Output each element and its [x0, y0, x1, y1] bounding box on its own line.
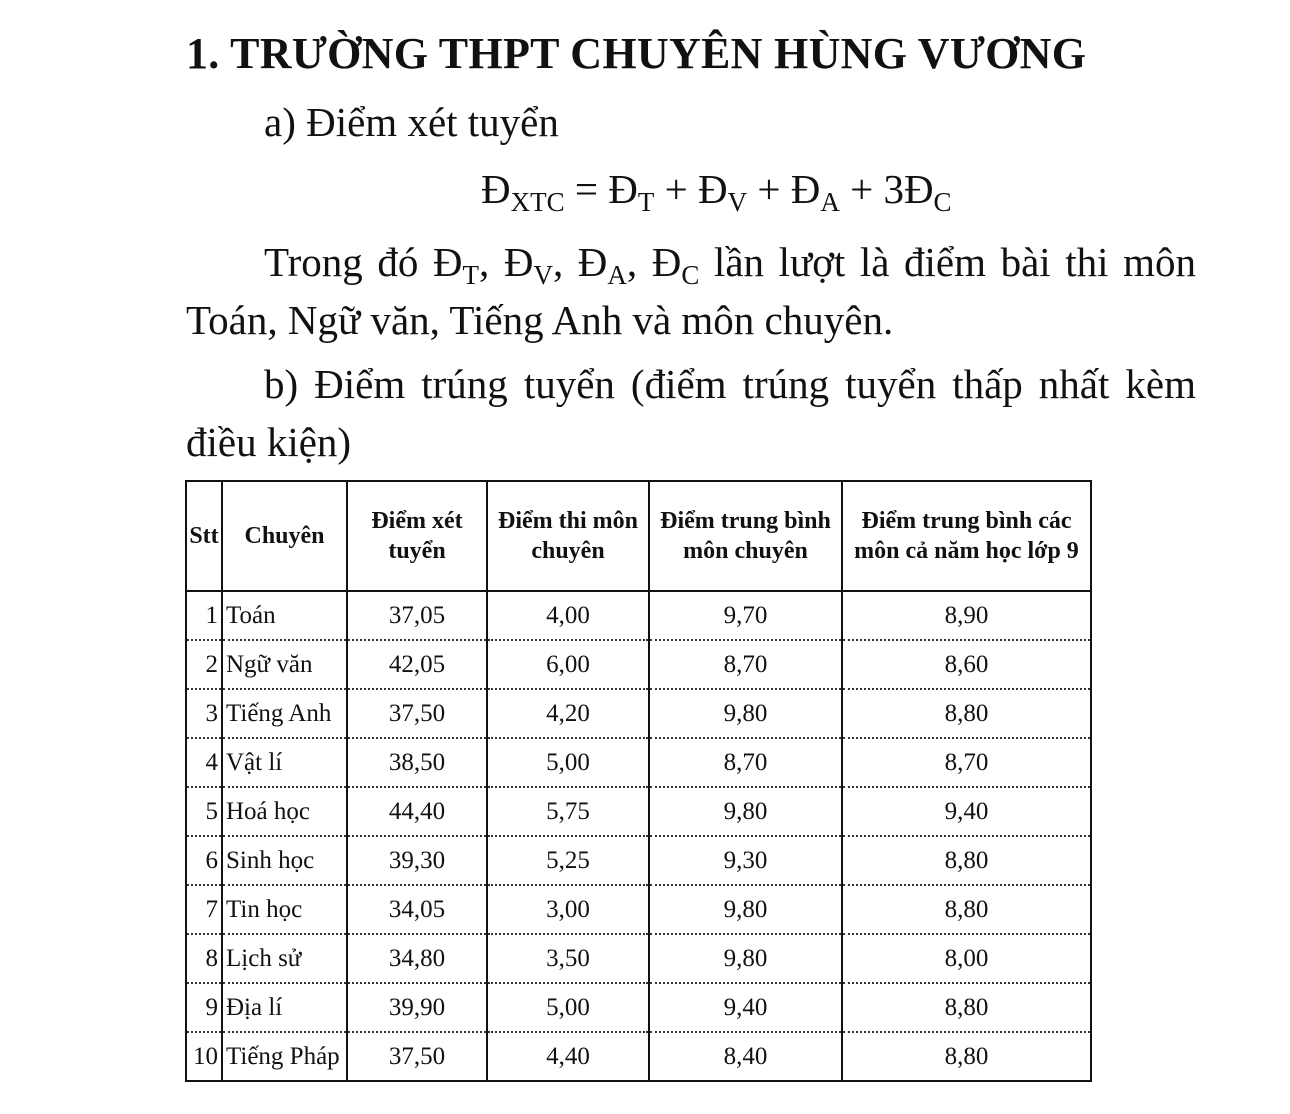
cell-diem-thi-mon-chuyen: 6,00: [487, 640, 649, 689]
cell-diem-thi-mon-chuyen: 4,20: [487, 689, 649, 738]
table-header-row: [186, 481, 1091, 591]
cell-chuyen: Lịch sử: [222, 934, 347, 983]
header-diem-tb-ca-nam: Điểm trung bình các môn cả năm học lớp 9: [842, 481, 1091, 591]
formula-lhs: Đ: [481, 166, 511, 212]
formula-term-math-sub: T: [637, 187, 655, 217]
cell-diem-thi-mon-chuyen: 4,00: [487, 591, 649, 640]
table-row: [186, 689, 1091, 738]
cell-diem-tb-ca-nam: 8,60: [842, 640, 1091, 689]
cell-diem-tb-ca-nam: 8,80: [842, 885, 1091, 934]
formula-plus: +: [654, 166, 698, 212]
header-stt: Stt: [186, 481, 222, 591]
header-diem-xet-tuyen: Điểm xét tuyển: [347, 481, 487, 591]
table-row: [186, 1032, 1091, 1081]
cutoff-score-table: [185, 480, 1092, 1082]
table-row: [186, 836, 1091, 885]
header-chuyen: Chuyên: [222, 481, 347, 591]
cell-diem-xet-tuyen: 38,50: [347, 738, 487, 787]
formula-term-literature-sub: V: [727, 187, 748, 217]
formula-term-specialty: 3Đ: [883, 166, 934, 212]
formula-term-specialty-sub: C: [933, 187, 952, 217]
cell-diem-xet-tuyen: 39,90: [347, 983, 487, 1032]
cell-diem-tb-ca-nam: 8,90: [842, 591, 1091, 640]
cell-diem-thi-mon-chuyen: 5,25: [487, 836, 649, 885]
cell-diem-tb-ca-nam: 8,80: [842, 983, 1091, 1032]
cell-diem-tb-mon-chuyen: 9,80: [649, 689, 842, 738]
cell-diem-xet-tuyen: 44,40: [347, 787, 487, 836]
table-row: [186, 738, 1091, 787]
cell-diem-xet-tuyen: 34,80: [347, 934, 487, 983]
formula-explanation: Trong đó $Đ_T$, $Đ_V$, $Đ_A$, $Đ_C$ lần lượt là điểm bài thi môn Toán, Ngữ văn, Tiếng Anh và môn chuyên.: [186, 239, 1197, 343]
cell-diem-xet-tuyen: 37,05: [347, 591, 487, 640]
cell-chuyen: Vật lí: [222, 738, 347, 787]
next-line-cropped: [330, 1104, 790, 1114]
cell-stt: 3: [186, 689, 222, 738]
formula-term-literature: Đ: [697, 166, 728, 212]
formula-term-math: Đ: [608, 166, 638, 212]
cell-stt: 10: [186, 1032, 222, 1081]
formula-term-english-sub: A: [820, 187, 840, 217]
cell-diem-xet-tuyen: 39,30: [347, 836, 487, 885]
formula-plus: +: [747, 166, 791, 212]
cell-diem-tb-ca-nam: 8,00: [842, 934, 1091, 983]
cell-stt: 5: [186, 787, 222, 836]
formula-term-english: Đ: [790, 166, 821, 212]
cell-stt: 6: [186, 836, 222, 885]
cell-chuyen: Tiếng Anh: [222, 689, 347, 738]
cell-diem-xet-tuyen: 42,05: [347, 640, 487, 689]
cell-stt: 9: [186, 983, 222, 1032]
cell-diem-tb-ca-nam: 8,80: [842, 836, 1091, 885]
cell-diem-tb-mon-chuyen: 9,40: [649, 983, 842, 1032]
cell-stt: 4: [186, 738, 222, 787]
admission-score-formula: [481, 165, 952, 217]
header-diem-tb-mon-chuyen: Điểm trung bình môn chuyên: [649, 481, 842, 591]
cell-diem-tb-mon-chuyen: 8,70: [649, 640, 842, 689]
table-row: [186, 885, 1091, 934]
section-heading: 1. TRƯỜNG THPT CHUYÊN HÙNG VƯƠNG: [186, 29, 1087, 78]
cell-diem-tb-mon-chuyen: 8,40: [649, 1032, 842, 1081]
cell-stt: 7: [186, 885, 222, 934]
cell-diem-tb-mon-chuyen: 9,80: [649, 787, 842, 836]
cell-chuyen: Tiếng Pháp: [222, 1032, 347, 1081]
table-row: [186, 983, 1091, 1032]
cell-diem-tb-mon-chuyen: 9,30: [649, 836, 842, 885]
cell-diem-tb-ca-nam: 8,80: [842, 1032, 1091, 1081]
cell-diem-tb-mon-chuyen: 9,80: [649, 885, 842, 934]
table-row: [186, 934, 1091, 983]
cell-diem-thi-mon-chuyen: 3,00: [487, 885, 649, 934]
cell-diem-xet-tuyen: 37,50: [347, 1032, 487, 1081]
table-row: [186, 591, 1091, 640]
cell-diem-thi-mon-chuyen: 5,00: [487, 738, 649, 787]
cell-chuyen: Địa lí: [222, 983, 347, 1032]
cell-chuyen: Toán: [222, 591, 347, 640]
cell-stt: 2: [186, 640, 222, 689]
cell-diem-xet-tuyen: 34,05: [347, 885, 487, 934]
cell-diem-thi-mon-chuyen: 3,50: [487, 934, 649, 983]
formula-lhs-sub: XTC: [510, 187, 565, 217]
section-b-title: b) Điểm trúng tuyển (điểm trúng tuyển thấp nhất kèm điều kiện): [186, 361, 1196, 465]
cell-diem-tb-ca-nam: 8,80: [842, 689, 1091, 738]
formula-equals: =: [564, 166, 609, 212]
formula-plus: +: [839, 166, 884, 212]
header-diem-thi-mon-chuyen: Điểm thi môn chuyên: [487, 481, 649, 591]
cell-diem-tb-mon-chuyen: 9,70: [649, 591, 842, 640]
cell-diem-tb-mon-chuyen: 8,70: [649, 738, 842, 787]
table-row: [186, 787, 1091, 836]
cell-diem-thi-mon-chuyen: 5,75: [487, 787, 649, 836]
cell-diem-tb-mon-chuyen: 9,80: [649, 934, 842, 983]
cell-chuyen: Tin học: [222, 885, 347, 934]
cell-chuyen: Hoá học: [222, 787, 347, 836]
cell-diem-xet-tuyen: 37,50: [347, 689, 487, 738]
table-row: [186, 640, 1091, 689]
cell-diem-thi-mon-chuyen: 5,00: [487, 983, 649, 1032]
cell-diem-thi-mon-chuyen: 4,40: [487, 1032, 649, 1081]
section-a-title: a) Điểm xét tuyển: [264, 99, 559, 145]
cell-stt: 8: [186, 934, 222, 983]
cell-chuyen: Sinh học: [222, 836, 347, 885]
cell-diem-tb-ca-nam: 8,70: [842, 738, 1091, 787]
cell-diem-tb-ca-nam: 9,40: [842, 787, 1091, 836]
cell-stt: 1: [186, 591, 222, 640]
cell-chuyen: Ngữ văn: [222, 640, 347, 689]
